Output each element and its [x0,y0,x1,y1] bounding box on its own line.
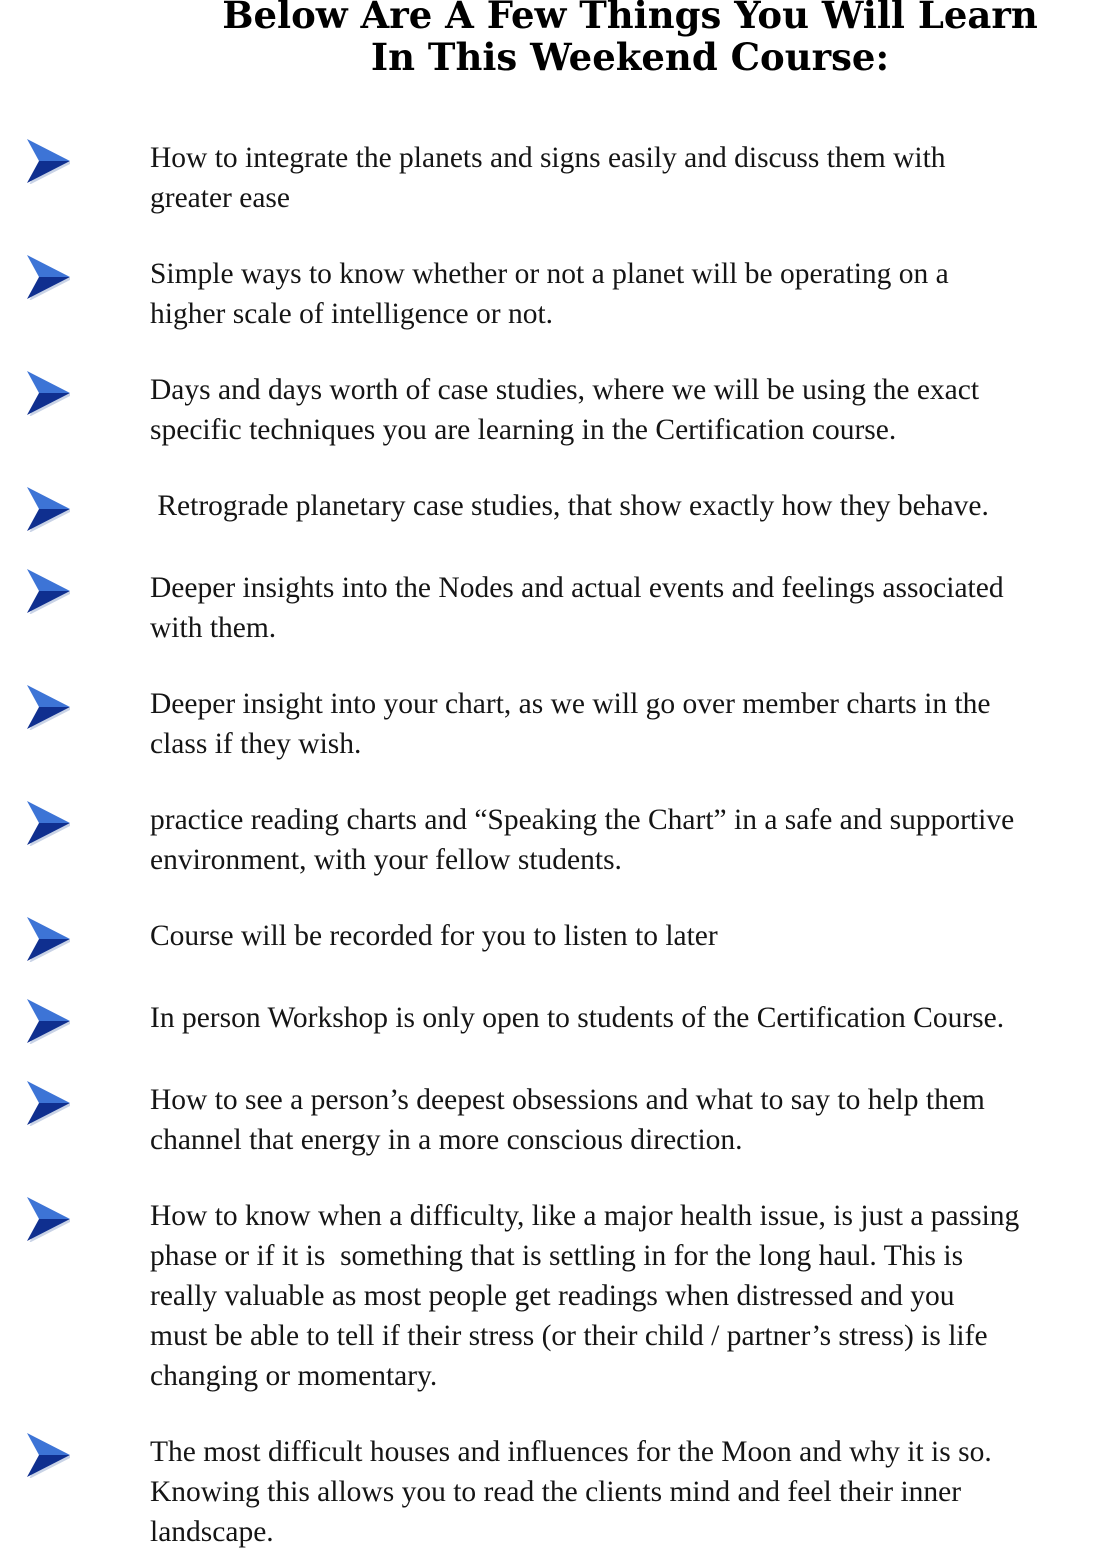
list-item-text [150,1080,1115,1160]
blue-arrow-bullet-icon [26,684,70,730]
blue-arrow-bullet-icon [26,1080,70,1126]
list-item-line: changing or momentary. [150,1360,438,1392]
list-item-text [150,998,1115,1038]
blue-arrow-bullet-icon [26,1432,70,1478]
list-item-text [150,254,1115,334]
blue-arrow-bullet-icon [26,998,70,1044]
list-item-line: practice reading charts and “Speaking the Chart” in a safe and supportive [150,804,1015,836]
blue-arrow-bullet-icon [26,568,70,614]
list-item-line: In person Workshop is only open to students of the Certification Course. [150,1002,1005,1034]
list-item-text [150,370,1115,450]
list-item-line: How to know when a difficulty, like a major health issue, is just a passing [150,1200,1020,1232]
list-item-text [150,916,1115,956]
list-item-line: phase or if it is something that is settling in for the long haul. This is [150,1240,964,1272]
list-item-line: The most difficult houses and influences for the Moon and why it is so. [150,1436,992,1468]
list-item-line: specific techniques you are learning in the Certification course. [150,414,897,446]
list-item-line: How to integrate the planets and signs easily and discuss them with [150,142,946,174]
list-item-line: class if they wish. [150,728,362,760]
list-item-text [150,486,1115,526]
blue-arrow-bullet-icon [26,254,70,300]
list-item-line: landscape. [150,1516,274,1548]
blue-arrow-bullet-icon [26,486,70,532]
list-item-line: Retrograde planetary case studies, that show exactly how they behave. [150,490,989,522]
list-item-line: Course will be recorded for you to listen to later [150,920,718,952]
blue-arrow-bullet-icon [26,1196,70,1242]
page-title [130,0,1120,78]
list-item-text [150,1196,1115,1396]
list-item-line: greater ease [150,182,291,214]
list-item-text [150,1432,1115,1552]
list-item-text [150,684,1115,764]
list-item-line: Simple ways to know whether or not a planet will be operating on a [150,258,949,290]
list-item-line: environment, with your fellow students. [150,844,622,876]
list-item-line: with them. [150,612,277,644]
list-item-line: Deeper insight into your chart, as we will go over member charts in the [150,688,991,720]
page-title-line-2: In This Weekend Course: [370,35,890,79]
list-item-text [150,138,1115,218]
list-item-line: How to see a person’s deepest obsessions and what to say to help them [150,1084,985,1116]
blue-arrow-bullet-icon [26,138,70,184]
list-item-line: Knowing this allows you to read the clients mind and feel their inner [150,1476,962,1508]
blue-arrow-bullet-icon [26,916,70,962]
blue-arrow-bullet-icon [26,800,70,846]
list-item-line: higher scale of intelligence or not. [150,298,554,330]
list-item-text [150,568,1115,648]
list-item-line: Deeper insights into the Nodes and actual events and feelings associated [150,572,1004,604]
list-item-line: must be able to tell if their stress (or their child / partner’s stress) is life [150,1320,988,1352]
blue-arrow-bullet-icon [26,370,70,416]
page-title-line-1: Below Are A Few Things You Will Learn [222,0,1038,37]
list-item-text [150,800,1115,880]
list-item-line: really valuable as most people get readings when distressed and you [150,1280,955,1312]
list-item-line: Days and days worth of case studies, where we will be using the exact [150,374,980,406]
list-item-line: channel that energy in a more conscious direction. [150,1124,743,1156]
